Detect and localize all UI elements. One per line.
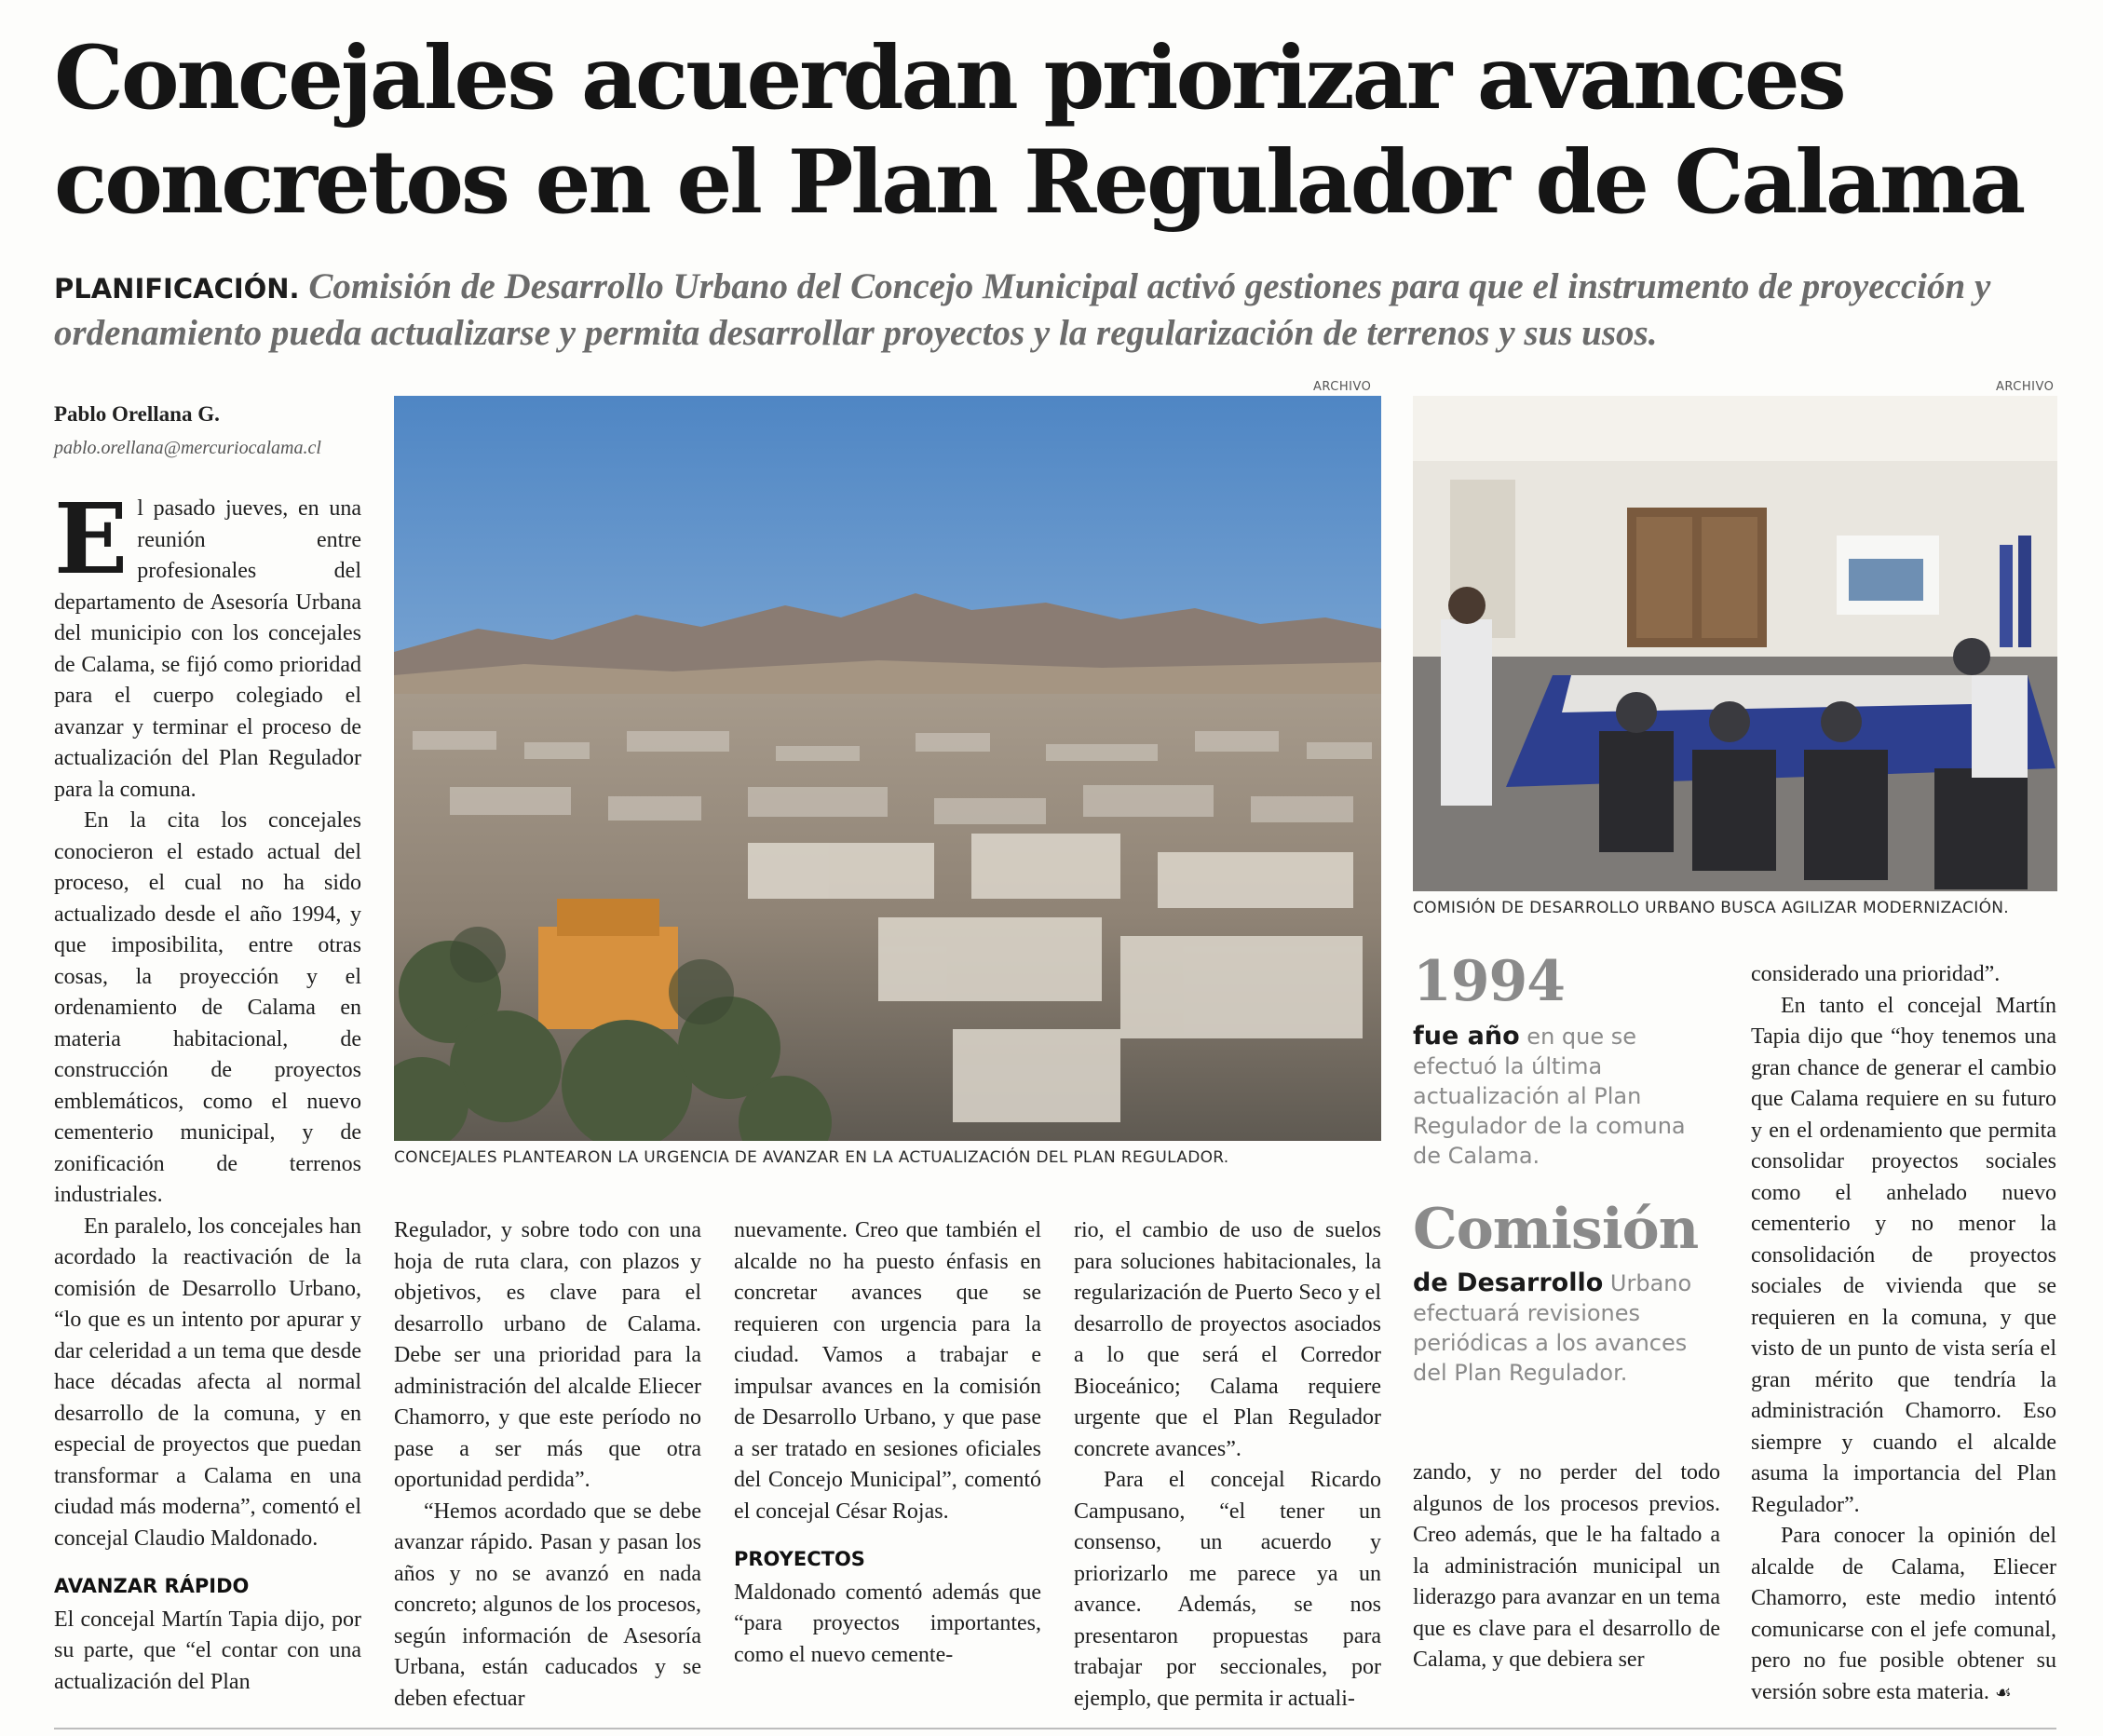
fact-word: Comisión [1413, 1197, 1699, 1262]
headline-line-1: Concejales acuerdan priorizar avances [54, 27, 1844, 129]
paragraph: En tanto el concejal Martín Tapia dijo que “hoy tenemos una gran chance de generar el cambio que Calama requiere en su futuro y en el ordenamiento que permita consolidar proyectos sociales como el anhelado nuevo cementerio y no menor la consolidación de proyectos sociales de vivienda que se requieren en la comuna, y que visto de un punto de vista sería el gran mérito que tendría la administración Chamorro. Eso siempre y cuando el alcalde asuma la importancia del Plan Regulador”. [1751, 993, 2056, 1517]
paragraph: En paralelo, los concejales han acordado la reactivación de la comisión de Desarrollo Urbano, “lo que es un intento por apurar y dar celeridad a un tema que desde hace décadas afecta al normal desarrollo de la comuna, y en especial de proyectos que puedan transformar a Calama en una ciudad más moderna”, comentó el concejal Claudio Maldonado. [54, 1214, 361, 1551]
paragraph: Regulador, y sobre todo con una hoja de ruta clara, con plazos y objetivos, es clave para el desarrollo urbano de Calama. Debe ser una prioridad para la administración del alcalde Eliecer Chamorro, y que este período no pase a ser más que otra oportunidad perdida”. [394, 1218, 701, 1492]
paragraph: El pasado jueves, en una reunión entre profesionales del departamento de Asesoría Urbana del municipio con los concejales de Calama, se fijó como prioridad para el cuerpo colegiado el avanzar y terminar el proceso de actualización del Plan Regulador para la comuna. [54, 481, 361, 802]
article-column-4 [1074, 1215, 1381, 1715]
footer-rule [54, 1728, 2056, 1729]
paragraph: Para conocer la opinión del alcalde de Calama, Eliecer Chamorro, este medio intentó comunicarse con el jefe comunal, pero no fue posible obtener su versión sobre esta materia. ☙ [1751, 1524, 2056, 1704]
end-mark-icon: ☙ [1994, 1680, 2012, 1703]
main-photo-caption: CONCEJALES PLANTEARON LA URGENCIA DE AVANZAR EN LA ACTUALIZACIÓN DEL PLAN REGULADOR. [394, 1148, 1229, 1167]
meeting-room-photo-drawing [1413, 396, 2057, 891]
article-column-2 [394, 1215, 701, 1715]
paragraph: Maldonado comentó además que “para proyectos importantes, como el nuevo cemente- [734, 1580, 1041, 1667]
byline-author: Pablo Orellana G. [54, 402, 220, 426]
fact-number: 1994 [1413, 949, 1565, 1014]
headline [54, 26, 2056, 235]
paragraph: En la cita los concejales conocieron el estado actual del proceso, el cual no ha sido actualizado desde el año 1994, y que imposibilita, entre otras cosas, la proyección y el ordenamiento de Calama en materia habitacional, de construcción de proyectos emblemáticos, como el nuevo cementerio municipal, y de zonificación de terrenos industriales. [54, 808, 361, 1207]
article-column-5 [1413, 1458, 1720, 1676]
paragraph: “Hemos acordado que se debe avanzar rápido. Pasan y pasan los años y no se avanzó en nada concreto; algunos de los procesos, según información de Asesoría Urbana, están caducados y se deben efectuar [394, 1499, 701, 1711]
byline-email[interactable]: pablo.orellana@mercuriocalama.cl [54, 438, 321, 458]
fact-lead: fue año [1413, 1022, 1520, 1051]
deck-text: Comisión de Desarrollo Urbano del Concejo Municipal activó gestiones para que el instrumento de proyección y ordenamiento pueda actualizarse y permita desarrollar proyectos y la regularización de terrenos y sus usos. [54, 266, 1991, 353]
paragraph: considerado una prioridad”. [1751, 962, 2001, 986]
fact-text: de Desarrollo Urbano efectuará revisiones periódicas a los avances del Plan Regulador. [1413, 1268, 1692, 1386]
paragraph: rio, el cambio de uso de suelos para soluciones habitacionales, la regularización de Puerto Seco y el desarrollo de proyectos asociados a lo que será el Corredor Bioceánico; Calama requiere urgente que el Plan Regulador concrete avances”. [1074, 1218, 1381, 1461]
article-column-3 [734, 1215, 1041, 1671]
headline-line-2: concretos en el Plan Regulador de Calama [54, 131, 2024, 234]
paragraph: zando, y no perder del todo algunos de los procesos previos. Creo además, que le ha faltado a la administración municipal un liderazgo para avanzar en un tema que es clave para el desarrollo de Calama, y que debiera ser [1413, 1460, 1720, 1672]
meeting-room-photo [1413, 396, 2057, 891]
paragraph: nuevamente. Creo que también el alcalde no ha puesto énfasis en concretar avances que se requieren con urgencia para la ciudad. Vamos a trabajar e impulsar avances en la comisión de Desarrollo Urbano, y que pase a ser tratado en sesiones oficiales del Concejo Municipal”, comentó el concejal César Rojas. [734, 1218, 1041, 1524]
fact-text: fue año en que se efectuó la última actualización al Plan Regulador de la comuna de Calama. [1413, 1022, 1686, 1169]
paragraph: El concejal Martín Tapia dijo, por su parte, que “el contar con una actualización del Plan [54, 1607, 361, 1694]
fact-lead: de Desarrollo [1413, 1268, 1604, 1297]
subhead: PROYECTOS [734, 1548, 865, 1570]
paragraph: Para el concejal Ricardo Campusano, “el tener un consenso, un acuerdo y priorizarlo me parece ya un avance. Además, se nos presentaron propuestas para trabajar por seccionales, por ejemplo, que permita ir actuali- [1074, 1468, 1381, 1711]
secondary-photo-caption: COMISIÓN DE DESARROLLO URBANO BUSCA AGILIZAR MODERNIZACIÓN. [1413, 899, 2009, 917]
city-aerial-photo-drawing [394, 396, 1381, 1141]
article-column-1 [54, 481, 361, 1698]
deck-kicker: PLANIFICACIÓN. [54, 273, 300, 305]
photo-credit: ARCHIVO [1313, 380, 1372, 394]
city-aerial-photo [394, 396, 1381, 1141]
article-column-6 [1751, 959, 2056, 1708]
photo-credit: ARCHIVO [1996, 380, 2055, 394]
subhead: AVANZAR RÁPIDO [54, 1575, 250, 1597]
deck [54, 264, 2066, 356]
drop-cap: E [54, 481, 129, 596]
